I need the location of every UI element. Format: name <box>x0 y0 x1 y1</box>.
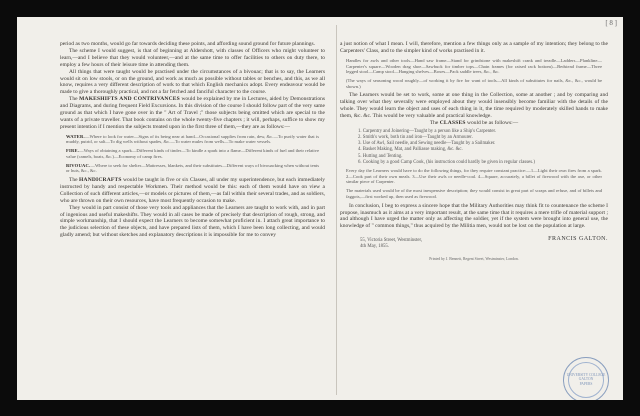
list-item: 2. Smith's work, both tin and iron—Taught by an Armourer. <box>358 135 473 141</box>
subject-label: FIRE. <box>66 148 80 154</box>
list-item: 4. Basket Making, Mat, and Palliasse making, &c. &c. <box>358 147 463 153</box>
document-page <box>17 17 623 400</box>
classes-list <box>358 129 608 166</box>
stamp-line: GALTON <box>578 377 594 382</box>
subject-text: —Ways of obtaining a spark—Different kinds of tinder—To kindle a spark into a flame—Different kinds of fuel and their relative value (camels, boats, &c.)—Economy of camp fires. <box>66 148 319 159</box>
library-stamp <box>563 357 609 400</box>
date-line: 4th May, 1855. <box>360 244 390 250</box>
note: (The ways of seasoning wood roughly—of working it by fire for want of tools—All kinds of substitutes for nails, &c., &c., would be shown.) <box>346 77 602 89</box>
text: would be explained by me in Lectures, aided by Demonstrations and Diagrams, and during frequent Field Excursions. In this division of the course I should follow part of the very same ground as that which I have gone over in the " Art of Travel ;" those subjects being omitted which are special to the wants of a private traveller. That book contains on the whole twenty-five chapters ; it will, perhaps, suffice to show my present intention if I mention the subjects treated upon in the first three of them,—they are as follows:— <box>60 96 325 130</box>
paragraph: The scheme I would suggest, is that of beginning at Aldershott, with classes of Officers who might volunteer to learn,—and I believe that they would volunteer,—and at the same time to offer facilities to others on duty there, to employ a few hours of their leisure time in attending them. <box>60 47 325 68</box>
paragraph: a just notion of what I mean. I will, therefore, mention a few things only as a sample of my intention; they belong to the Carpenters' Class, and to the simpler kind of works practised in it. <box>340 41 608 54</box>
subject-text: —Where to seek for shelter—Mattresses, blankets, and their substitutes—Different ways of bivouacking when without tents or huts, &c., &c. <box>66 162 319 174</box>
list-item: 3. Use of Awl, Sail needle, and Sewing needle—Taught by a Sailmaker. <box>358 141 496 147</box>
subject-entry <box>66 148 319 159</box>
note: Every day the Learners would have to do the following things, for they require constant practice:—1—Light their own fires from a spark. 2—Cook part of their own meals. 3—Use their awls or needle-coal. 4—Square, accurately, a billet of firewood with the axe, or other similar piece of Carpenter. <box>346 168 602 185</box>
subject-entry <box>66 163 319 174</box>
signature: FRANCIS GALTON. <box>548 236 608 243</box>
subject-text: —Where to look for water—Signs of its being near at hand—Occasional supplies from rain, dew, &c.—To purify water that is muddy, putrid, or salt—To dig wells without spades, &c.—To water mules from wells—To make water vessels. <box>66 133 319 145</box>
stamp-line: UNIVERSITY COLLEGE <box>566 373 606 377</box>
list-item: 5. Hutting and Tenting. <box>358 153 403 159</box>
paragraph <box>60 177 325 205</box>
text: would be taught in five or six Classes, all under my superintendence, but each immediately instructed by handy and respectable Workmen. Their method would be this: each of them would have on view a Collection of such different articles,—or models or pictures of them,—as fall within their several trades, and as soldiers, who are thrown on their own resources, have most frequently occasion to make. <box>60 177 325 204</box>
paragraph <box>60 96 325 131</box>
paragraph: In conclusion, I beg to express a sincere hope that the Military Authorities may think fit to countenance the scheme I propose, inasmuch as it aims at a very important result, at the same time that it requires a mere trifle of material support ; and although I have urged the matter only as affecting the soldier, yet if the system were brought into general use, the knowledge of " common things," thus acquired by the Militia men, would not be lost on the population at large. <box>340 202 608 230</box>
left-column <box>60 41 325 239</box>
sample-list: Handles for awls and other tools—Hand saw frame—Stand for grindstone with makeshift crank and treadle—Ladders—Plankline—Carpenter's square—Wooden drag shoe—Sawbuck for timber tops—Chain frames (for raised rack bottom)—Bedstead frame—Three legged stool—Camp stool—Hanging shelves—Boxes—Pack saddle trees, &c., &c. <box>346 57 602 75</box>
paragraph: All things that were taught would be practised under the circumstances of a bivouac; that is to say, the Learners would sit on low stools, or on the ground, and work as much as possible without tables or benches, and this, as we all know, requires a very different description of work to that which English mechanics adopt. Every endeavour would be made to give a thoroughly practical, and not a far fetched and fanciful character to the course. <box>60 68 325 96</box>
address-line: 55, Victoria Street, Westminster, <box>360 238 423 244</box>
stamp-text <box>564 373 608 386</box>
text: The <box>69 177 80 183</box>
paragraph: The Learners would be set to work, some at one thing in the Collection, some at another ; and by comparing and talking over what they severally were employed about they would insensibly become familiar with the details of the whole. They would learn the object and uses of each thing in it, the time required by moderately skilled hands to make them, &c. &c. This would be very valuable and practical knowledge. <box>340 92 608 120</box>
text: The <box>69 96 80 103</box>
text: The <box>429 119 440 126</box>
list-item: 1. Carpentry and Joinering—Taught by a person like a Ship's Carpenter. <box>358 128 497 134</box>
right-column <box>340 41 608 262</box>
subject-entry <box>66 134 319 145</box>
subject-label: WATER. <box>66 133 85 139</box>
paragraph: They would in part consist of those very tools and appliances that the Learners are taught to work with, and in part of ingenious and useful makeshifts. They would in all cases be made of precisely that description of rough, strong, and simple workmanship, that I should expect the Learners to become somewhat proficient in. I attach great importance to the judicious selection of these objects, and have prepared lists of them, which I have been long collecting, and would gladly amend; but without sketches and explanatory descriptions it is impossible for me to convey <box>60 204 325 239</box>
paragraph: period as two months, would go far towards deciding these points, and affording sound ground for future plannings. <box>60 41 315 47</box>
section-heading: MAKESHIFTS AND CONTRIVANCES <box>79 96 180 103</box>
center-fold <box>336 25 337 395</box>
classes-heading <box>340 120 608 127</box>
page-number: [ 8 ] <box>605 19 617 27</box>
section-heading: HANDICRAFTS <box>79 177 122 183</box>
text: would be as follows:— <box>465 119 519 126</box>
note: The materials used would be of the most inexpensive description; they would consist in great part of scraps and refuse, and of billets and faggots,—first worked up, then used as firewood. <box>346 188 602 199</box>
printer-imprint: Printed by J. Bennett, Regent Street, Westminster, London. <box>429 256 519 261</box>
list-item: 6. Cooking by a good Camp Cook, (his instruction could hardly be given in regular classes.) <box>358 159 535 165</box>
section-heading: CLASSES <box>439 119 466 126</box>
subject-label: BIVOUAC. <box>66 162 91 168</box>
stamp-line: PAPERS <box>579 381 593 386</box>
